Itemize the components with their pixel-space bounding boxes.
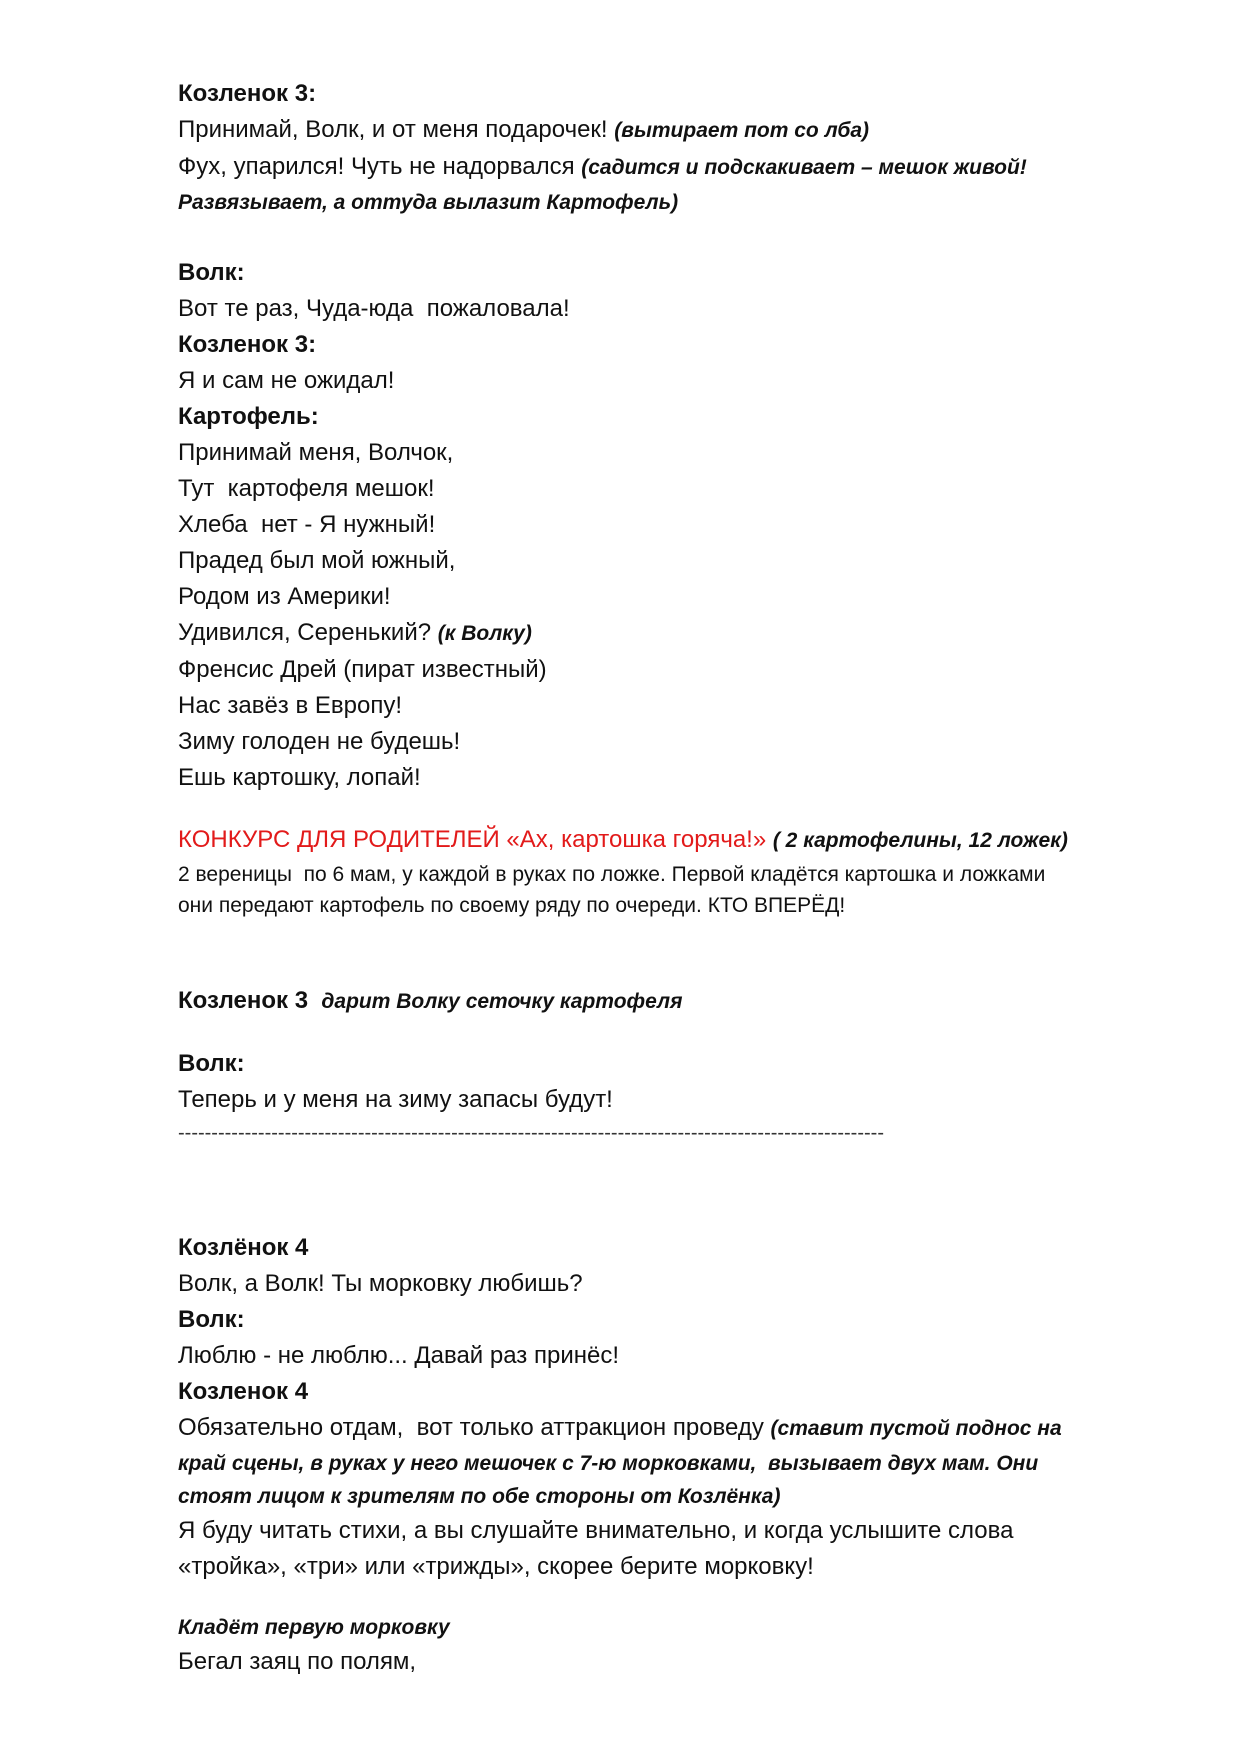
spacer [178,1148,1158,1184]
poem-line: Хлеба нет - Я нужный! [178,511,436,538]
dialogue-line: Я буду читать стихи, а вы слушайте внимательно, и когда услышите слова [178,1517,1014,1544]
speaker-kid-4: Козленок 4 [178,1378,309,1405]
spacer [178,957,1158,983]
script-page [178,76,1158,1680]
poem-line: Прадед был мой южный, [178,547,456,574]
line-text: Принимай, Волк, и от меня подарочек! [178,116,615,143]
stage-direction: Развязывает, а оттуда вылазит Картофель) [178,191,679,214]
stage-direction: (вытирает пот со лба) [614,119,870,142]
spacer [178,1184,1158,1220]
stage-line [178,983,1158,1020]
stage-direction: Кладёт первую морковку [178,1616,450,1639]
dialogue-line [178,149,1158,186]
speaker-wolf: Волк: [178,1050,245,1077]
speaker-kid-3: Козленок 3 [178,987,322,1014]
section-divider: ---------------------------------------------------------------------------------------------------------- [178,1122,884,1144]
dialogue-line: Я и сам не ожидал! [178,367,395,394]
dialogue-line [178,112,1158,149]
dialogue-line: Теперь и у меня на зиму запасы будут! [178,1086,613,1113]
stage-direction: (садится и подскакивает – мешок живой! [581,156,1027,179]
stage-direction: стоят лицом к зрителям по обе стороны от Козлёнка) [178,1485,781,1508]
speaker-potato: Картофель: [178,403,319,430]
speaker-kid-4: Козлёнок 4 [178,1234,309,1261]
contest-description: они передают картофель по своему ряду по очереди. КТО ВПЕРЁД! [178,894,846,917]
dialogue-line [178,1410,1158,1447]
poem-line: Френсис Дрей (пират известный) [178,656,547,683]
poem-line: Ешь картошку, лопай! [178,764,421,791]
speaker-wolf: Волк: [178,259,245,286]
poem-line: Зиму голоден не будешь! [178,728,461,755]
spacer [178,1220,1158,1230]
spacer [178,219,1158,255]
stage-direction: дарит Волку сеточку картофеля [321,990,683,1013]
stage-direction: (к Волку) [437,622,532,645]
contest-title: КОНКУРС ДЛЯ РОДИТЕЛЕЙ «Ах, картошка горяча!» [178,826,773,853]
spacer [178,796,1158,822]
speaker-kid-3: Козленок 3: [178,331,317,358]
dialogue-line: Люблю - не люблю... Давай раз принёс! [178,1342,619,1369]
spacer [178,1020,1158,1046]
dialogue-line: Волк, а Волк! Ты морковку любишь? [178,1270,583,1297]
poem-line: Тут картофеля мешок! [178,475,435,502]
poem-line: Родом из Америки! [178,583,391,610]
contest-props: ( 2 картофелины, 12 ложек) [772,829,1068,852]
poem-line [178,615,1158,652]
stage-direction: край сцены, в руках у него мешочек с 7-ю морковками, вызывает двух мам. Они [178,1452,1039,1475]
line-text: Обязательно отдам, вот только аттракцион проведу [178,1414,771,1441]
contest-description: 2 вереницы по 6 мам, у каждой в руках по ложке. Первой кладётся картошка и ложками [178,863,1046,886]
line-text: Удивился, Серенький? [178,619,438,646]
poem-line: Принимай меня, Волчок, [178,439,454,466]
spacer [178,1585,1158,1611]
contest-heading [178,822,1158,859]
speaker-wolf: Волк: [178,1306,245,1333]
poem-line: Бегал заяц по полям, [178,1648,417,1675]
line-text: Фух, упарился! Чуть не надорвался [178,153,582,180]
spacer [178,921,1158,957]
stage-direction: (ставит пустой поднос на [770,1417,1062,1440]
dialogue-line: «тройка», «три» или «трижды», скорее берите морковку! [178,1553,814,1580]
dialogue-line: Вот те раз, Чуда-юда пожаловала! [178,295,570,322]
speaker-kid-3: Козленок 3: [178,80,317,107]
poem-line: Нас завёз в Европу! [178,692,403,719]
